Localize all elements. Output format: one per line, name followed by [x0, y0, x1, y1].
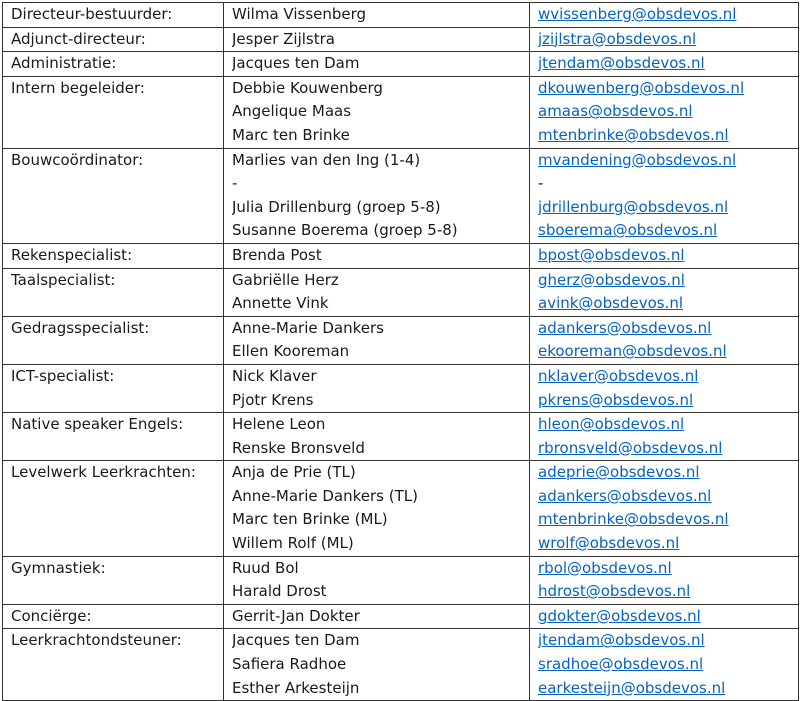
person-name: Marlies van den Ing (1-4): [232, 150, 421, 169]
role-cell: [3, 556, 224, 604]
email-line: [538, 677, 798, 701]
name-cell: [224, 413, 530, 461]
email-cell: [530, 76, 799, 148]
email-line: [538, 629, 798, 653]
person-name: Helene Leon: [232, 415, 326, 434]
email-line: [538, 219, 798, 243]
email-line: [538, 28, 798, 52]
person-name: Safiera Radhoe: [232, 655, 347, 674]
email-cell: [530, 413, 799, 461]
staff-table-body: [3, 3, 799, 701]
email-line: [538, 269, 798, 293]
email-cell: [530, 604, 799, 629]
table-row: [3, 27, 799, 52]
name-cell: [224, 148, 530, 243]
role-label: Administratie:: [11, 54, 117, 73]
role-label: Bouwcoördinator:: [11, 150, 144, 169]
person-name: Ellen Kooreman: [232, 342, 350, 361]
role-label: Levelwerk Leerkrachten:: [11, 463, 196, 482]
table-row: [3, 461, 799, 556]
email-line: [538, 413, 798, 437]
email-line: [538, 196, 798, 220]
email-cell: [530, 148, 799, 243]
role-label: Directeur-bestuurder:: [11, 5, 173, 23]
email-link[interactable]: pkrens@obsdevos.nl: [538, 390, 694, 409]
email-link[interactable]: gherz@obsdevos.nl: [538, 270, 685, 289]
role-cell: [3, 316, 224, 364]
person-name: Anja de Prie (TL): [232, 463, 356, 482]
email-line: [538, 3, 798, 27]
email-line: [538, 580, 798, 604]
email-line: [538, 340, 798, 364]
email-cell: [530, 316, 799, 364]
table-row: [3, 52, 799, 77]
person-name: Harald Drost: [232, 582, 327, 601]
role-label: ICT-specialist:: [11, 366, 115, 385]
email-link[interactable]: jtendam@obsdevos.nl: [538, 54, 705, 73]
email-cell: [530, 629, 799, 701]
email-cell: [530, 461, 799, 556]
email-line: [538, 605, 798, 629]
role-label: Rekenspecialist:: [11, 245, 133, 264]
email-cell: [530, 52, 799, 77]
person-name: Jacques ten Dam: [232, 54, 360, 73]
role-cell: [3, 76, 224, 148]
person-name: Ruud Bol: [232, 558, 299, 577]
person-name: -: [232, 174, 238, 193]
email-line: [538, 77, 798, 101]
email-link[interactable]: dkouwenberg@obsdevos.nl: [538, 78, 745, 97]
table-row: [3, 364, 799, 412]
email-line: [538, 149, 798, 173]
table-row: [3, 243, 799, 268]
table-row: [3, 268, 799, 316]
person-name: Esther Arkesteijn: [232, 678, 360, 697]
email-link[interactable]: sradhoe@obsdevos.nl: [538, 655, 704, 674]
email-line: [538, 437, 798, 461]
role-cell: [3, 52, 224, 77]
email-link[interactable]: jzijlstra@obsdevos.nl: [538, 29, 697, 48]
role-cell: [3, 604, 224, 629]
email-line: [538, 317, 798, 341]
email-link[interactable]: wrolf@obsdevos.nl: [538, 534, 680, 553]
table-row: [3, 76, 799, 148]
email-link[interactable]: mtenbrinke@obsdevos.nl: [538, 510, 729, 529]
email-line: [538, 292, 798, 316]
role-cell: [3, 413, 224, 461]
person-name: Marc ten Brinke: [232, 125, 350, 144]
table-row: [3, 148, 799, 243]
name-cell: [224, 316, 530, 364]
role-cell: [3, 243, 224, 268]
person-name: Annette Vink: [232, 294, 329, 313]
email-link[interactable]: rbol@obsdevos.nl: [538, 558, 672, 577]
person-name: Marc ten Brinke (ML): [232, 510, 388, 529]
person-name: Gabriëlle Herz: [232, 270, 339, 289]
email-cell: [530, 243, 799, 268]
email-link[interactable]: sboerema@obsdevos.nl: [538, 221, 718, 240]
email-link[interactable]: avink@obsdevos.nl: [538, 294, 684, 313]
role-label: Taalspecialist:: [11, 270, 116, 289]
email-link[interactable]: wvissenberg@obsdevos.nl: [538, 5, 737, 23]
email-link[interactable]: mvandening@obsdevos.nl: [538, 150, 737, 169]
person-name: Jacques ten Dam: [232, 631, 360, 650]
name-cell: [224, 364, 530, 412]
person-name: Brenda Post: [232, 245, 322, 264]
email-line: [538, 172, 798, 196]
email-link[interactable]: mtenbrinke@obsdevos.nl: [538, 125, 729, 144]
person-name: Wilma Vissenberg: [232, 5, 367, 23]
name-cell: [224, 268, 530, 316]
role-cell: [3, 148, 224, 243]
email-line: [538, 365, 798, 389]
table-row: [3, 3, 799, 28]
email-line: [538, 124, 798, 148]
role-cell: [3, 629, 224, 701]
email-line: [538, 653, 798, 677]
person-name: Nick Klaver: [232, 366, 317, 385]
email-line: [538, 557, 798, 581]
email-line: [538, 461, 798, 485]
email-link[interactable]: bpost@obsdevos.nl: [538, 245, 685, 264]
email-link[interactable]: ekooreman@obsdevos.nl: [538, 342, 727, 361]
role-label: Intern begeleider:: [11, 78, 145, 97]
email-line: [538, 532, 798, 556]
name-cell: [224, 52, 530, 77]
email-link[interactable]: jtendam@obsdevos.nl: [538, 631, 705, 650]
email-link[interactable]: gdokter@obsdevos.nl: [538, 606, 701, 625]
role-cell: [3, 461, 224, 556]
table-row: [3, 629, 799, 701]
email-link[interactable]: rbronsveld@obsdevos.nl: [538, 438, 723, 457]
person-name: Jesper Zijlstra: [232, 29, 335, 48]
role-label: Native speaker Engels:: [11, 415, 184, 434]
role-label: Conciërge:: [11, 606, 92, 625]
email-line: [538, 244, 798, 268]
person-name: Willem Rolf (ML): [232, 534, 354, 553]
email-link[interactable]: adeprie@obsdevos.nl: [538, 463, 700, 482]
name-cell: [224, 461, 530, 556]
email-cell: [530, 3, 799, 28]
email-link[interactable]: hleon@obsdevos.nl: [538, 415, 685, 434]
email-line: [538, 52, 798, 76]
person-name: Pjotr Krens: [232, 390, 314, 409]
email-cell: [530, 268, 799, 316]
email-cell: [530, 27, 799, 52]
email-link[interactable]: earkesteijn@obsdevos.nl: [538, 678, 726, 697]
email-line: [538, 100, 798, 124]
email-line: [538, 485, 798, 509]
person-name: Debbie Kouwenberg: [232, 78, 383, 97]
person-name: Susanne Boerema (groep 5-8): [232, 221, 458, 240]
name-cell: [224, 629, 530, 701]
email-link[interactable]: adankers@obsdevos.nl: [538, 318, 712, 337]
email-link[interactable]: hdrost@obsdevos.nl: [538, 582, 691, 601]
email-placeholder: -: [538, 174, 544, 193]
person-name: Gerrit-Jan Dokter: [232, 606, 360, 625]
name-cell: [224, 3, 530, 28]
email-link[interactable]: adankers@obsdevos.nl: [538, 486, 712, 505]
name-cell: [224, 604, 530, 629]
email-link[interactable]: jdrillenburg@obsdevos.nl: [538, 197, 729, 216]
role-cell: [3, 268, 224, 316]
staff-contact-table: [2, 2, 799, 701]
name-cell: [224, 27, 530, 52]
person-name: Anne-Marie Dankers (TL): [232, 486, 418, 505]
email-link[interactable]: nklaver@obsdevos.nl: [538, 366, 699, 385]
role-label: Adjunct-directeur:: [11, 29, 146, 48]
person-name: Anne-Marie Dankers: [232, 318, 384, 337]
table-row: [3, 556, 799, 604]
email-line: [538, 508, 798, 532]
email-cell: [530, 556, 799, 604]
email-line: [538, 389, 798, 413]
table-row: [3, 316, 799, 364]
role-label: Leerkrachtondsteuner:: [11, 631, 182, 650]
role-label: Gymnastiek:: [11, 558, 106, 577]
role-cell: [3, 364, 224, 412]
name-cell: [224, 243, 530, 268]
role-label: Gedragsspecialist:: [11, 318, 150, 337]
role-cell: [3, 3, 224, 28]
person-name: Renske Bronsveld: [232, 438, 365, 457]
table-row: [3, 413, 799, 461]
role-cell: [3, 27, 224, 52]
name-cell: [224, 76, 530, 148]
person-name: Julia Drillenburg (groep 5-8): [232, 197, 441, 216]
name-cell: [224, 556, 530, 604]
email-link[interactable]: amaas@obsdevos.nl: [538, 102, 693, 121]
email-cell: [530, 364, 799, 412]
person-name: Angelique Maas: [232, 102, 352, 121]
table-row: [3, 604, 799, 629]
